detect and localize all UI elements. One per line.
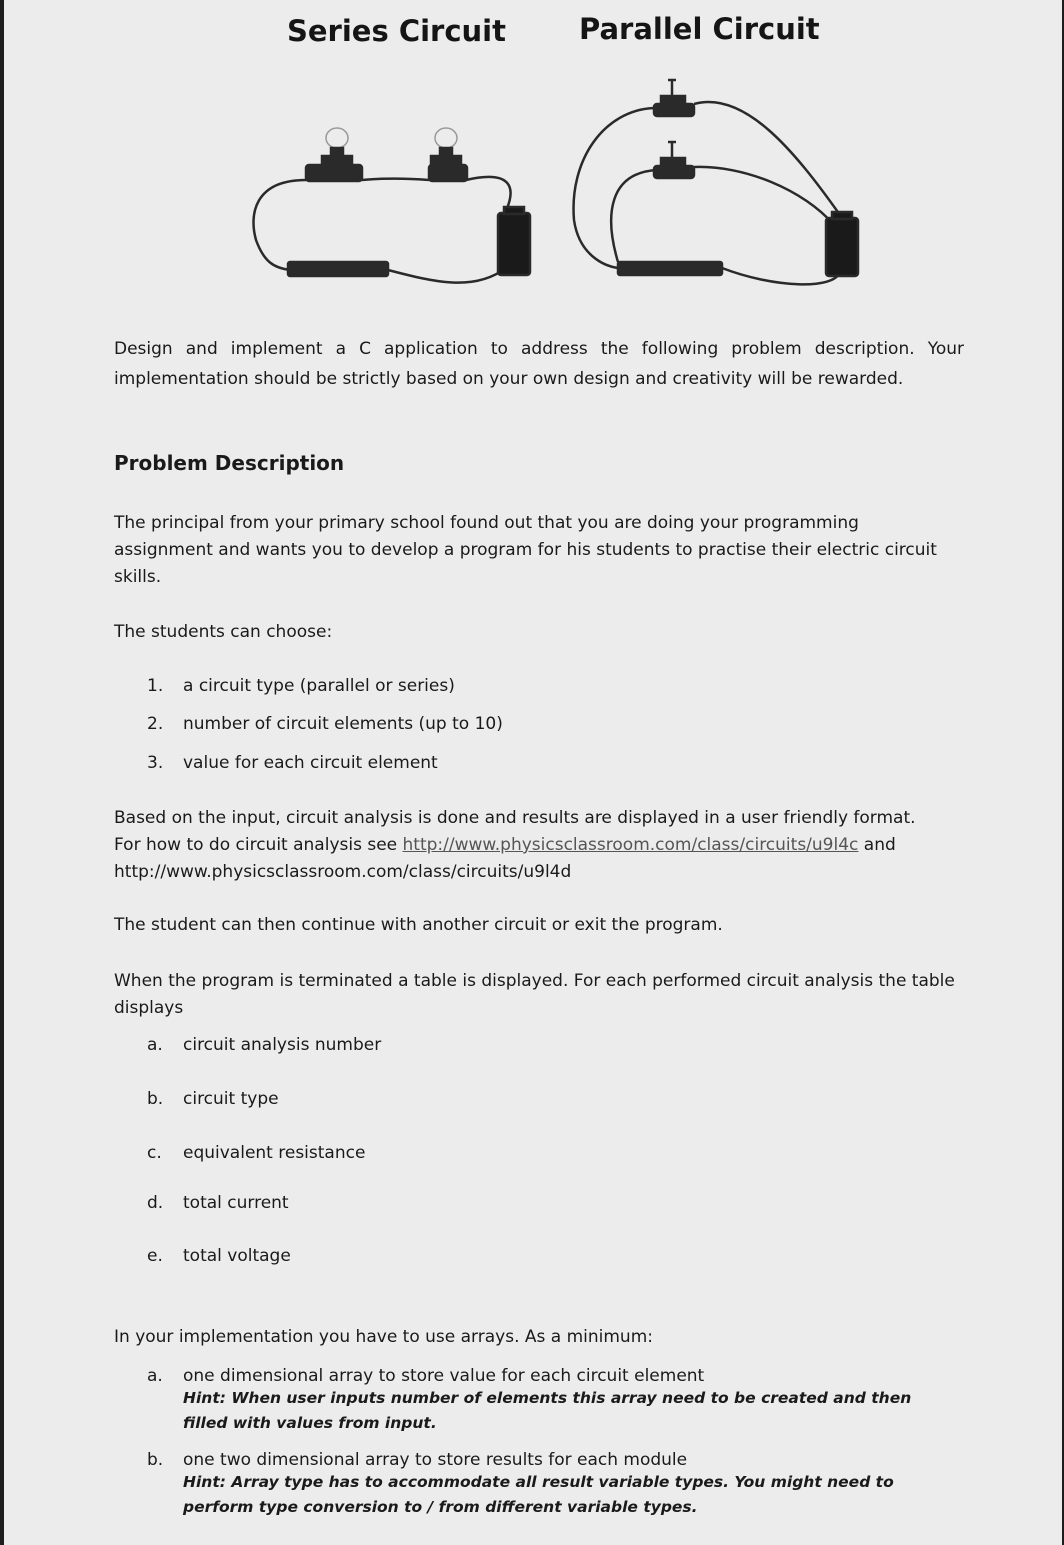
analysis-line-2-prefix: For how to do circuit analysis see bbox=[114, 835, 398, 855]
table-intro-paragraph: When the program is terminated a table is displayed. For each performed circuit analysis the table displays bbox=[114, 971, 955, 1018]
arrays-intro: In your implementation you have to use arrays. As a minimum: bbox=[114, 1327, 653, 1347]
table-item-letter: c. bbox=[147, 1143, 162, 1163]
array-item bbox=[147, 1366, 947, 1436]
array-item-letter: a. bbox=[147, 1366, 163, 1386]
series-circuit-diagram bbox=[253, 128, 530, 283]
parallel-circuit-diagram bbox=[574, 80, 858, 284]
problem-description-heading: Problem Description bbox=[114, 451, 345, 475]
array-item-text: one two dimensional array to store results for each module bbox=[183, 1450, 688, 1470]
table-item-text: circuit type bbox=[183, 1089, 279, 1109]
analysis-line-2-suffix: and bbox=[863, 835, 896, 855]
choice-item bbox=[147, 753, 438, 773]
choice-text: value for each circuit element bbox=[183, 753, 438, 773]
array-item-hint: Hint: When user inputs number of elements this array need to be created and then filled with values from input. bbox=[183, 1389, 912, 1432]
analysis-line-2 bbox=[114, 832, 994, 859]
table-item-text: total voltage bbox=[183, 1246, 291, 1266]
choice-item bbox=[147, 676, 455, 696]
continue-paragraph: The student can then continue with another circuit or exit the program. bbox=[114, 915, 723, 935]
students-choose-label: The students can choose: bbox=[114, 622, 333, 642]
series-circuit-title: Series Circuit bbox=[287, 14, 506, 48]
table-item bbox=[147, 1193, 289, 1213]
array-item-letter: b. bbox=[147, 1450, 164, 1470]
physicsclassroom-link-u9l4c[interactable]: http://www.physicsclassroom.com/class/circuits/u9l4c bbox=[402, 835, 859, 855]
table-item-text: equivalent resistance bbox=[183, 1143, 366, 1163]
physicsclassroom-link-u9l4d[interactable]: http://www.physicsclassroom.com/class/circuits/u9l4d bbox=[114, 862, 572, 882]
choice-number: 3. bbox=[147, 753, 164, 773]
parallel-circuit-title: Parallel Circuit bbox=[579, 12, 820, 46]
circuit-diagrams bbox=[4, 0, 1062, 300]
table-item bbox=[147, 1089, 279, 1109]
choice-text: number of circuit elements (up to 10) bbox=[183, 714, 503, 734]
document-page bbox=[4, 0, 1062, 1545]
table-item-text: circuit analysis number bbox=[183, 1035, 382, 1055]
analysis-line-1: Based on the input, circuit analysis is done and results are displayed in a user friendly format. bbox=[114, 808, 916, 828]
array-item-hint: Hint: Array type has to accommodate all result variable types. You might need to perform type conversion to / from different variable types. bbox=[183, 1473, 894, 1516]
table-item-letter: d. bbox=[147, 1193, 164, 1213]
intro-paragraph: Design and implement a C application to address the following problem description. Your implementation should be strictly based on your own design and creativity will be rewarded. bbox=[114, 339, 964, 389]
table-item bbox=[147, 1246, 291, 1266]
table-item-letter: e. bbox=[147, 1246, 163, 1266]
choice-number: 2. bbox=[147, 714, 164, 734]
principal-paragraph: The principal from your primary school found out that you are doing your programming assignment and wants you to develop a program for his students to practise their electric circuit skills. bbox=[114, 513, 937, 587]
choice-text: a circuit type (parallel or series) bbox=[183, 676, 455, 696]
table-item-letter: a. bbox=[147, 1035, 163, 1055]
array-item bbox=[147, 1450, 947, 1520]
table-item-letter: b. bbox=[147, 1089, 164, 1109]
table-item bbox=[147, 1035, 381, 1055]
table-item bbox=[147, 1143, 365, 1163]
analysis-paragraph bbox=[114, 805, 994, 886]
choice-item bbox=[147, 714, 503, 734]
array-item-text: one dimensional array to store value for each circuit element bbox=[183, 1366, 705, 1386]
choice-number: 1. bbox=[147, 676, 164, 696]
table-item-text: total current bbox=[183, 1193, 289, 1213]
